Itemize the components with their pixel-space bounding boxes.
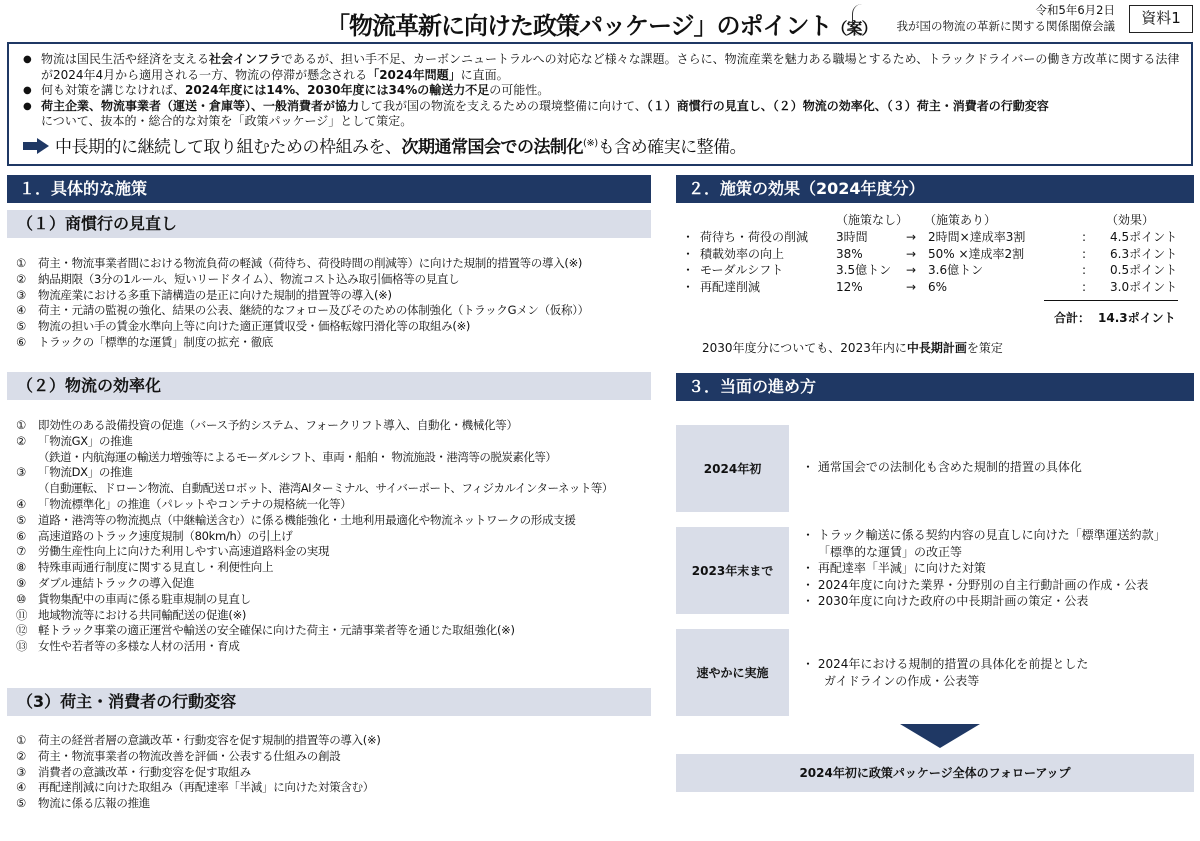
summary-box <box>7 42 1193 166</box>
stage-line: ガイドラインの作成・公表等 <box>812 673 980 688</box>
item-number: ⑤ <box>16 512 27 527</box>
total-divider <box>1044 300 1178 301</box>
row-bullet: ・ <box>682 246 695 261</box>
section2-header: ２．施策の効果（2024年度分） <box>676 175 1194 203</box>
item-number: ③ <box>16 764 27 779</box>
triangle-down-icon <box>900 724 980 748</box>
total-label: 合計： <box>1054 311 1091 325</box>
item-subtext: （自動運転、ドローン物流、自動配送ロボット、港湾AIターミナル、サイバーポート、フィジカルインターネット等） <box>38 481 613 496</box>
summary-bullet-1: ● 物流は国民生活や経済を支える社会インフラであるが、担い手不足、カーボンニュートラルへの対応など様々な課題。さらに、物流産業を魅力ある職場とするため、トラックドライバーの働き方改革に関する法律が2024年4月から適用される一方、物流の停滞が懸念される「2024年問題」に直面。 <box>23 52 1181 83</box>
item-text: 物流の担い手の賃金水準向上等に向けた適正運賃収受・価格転嫁円滑化等の取組み(※) <box>38 319 471 334</box>
item-text: 物流に係る広報の推進 <box>38 796 150 811</box>
item-number: ⑤ <box>16 796 27 811</box>
list-item <box>16 288 656 304</box>
list-item <box>16 303 656 319</box>
row-colon: : <box>1082 246 1087 261</box>
stage-line: 「標準的な運賃」の改正等 <box>812 544 963 559</box>
row-none: 3時間 <box>836 230 868 244</box>
row-label: 再配達削減 <box>700 279 761 294</box>
item-text: 女性や若者等の多様な人材の活用・育成 <box>38 639 240 654</box>
col-effect-header: （効果） <box>1106 213 1155 227</box>
list-item <box>16 608 656 624</box>
item-text: 軽トラック事業の適正運営や輸送の安全確保に向けた荷主・元請事業者等を通じた取組強化(※) <box>38 623 515 638</box>
item-text: 「物流GX」の推進 <box>38 433 133 448</box>
list-item <box>16 465 656 481</box>
sub2-list <box>16 418 656 655</box>
stage1-text <box>802 459 1192 476</box>
item-text: 「物流標準化」の推進（パレットやコンテナの規格統一化等） <box>38 496 352 511</box>
item-number: ⑨ <box>16 575 27 590</box>
list-item <box>16 592 656 608</box>
followup-box: 2024年初に政策パッケージ全体のフォローアップ <box>676 754 1194 792</box>
item-number: ② <box>16 433 27 448</box>
item-number: ⑥ <box>16 528 27 543</box>
brace-decoration <box>852 4 864 36</box>
item-number: ⑬ <box>16 639 28 654</box>
stage2-label: 2023年末まで <box>676 527 789 614</box>
arrow-right-icon <box>23 139 49 153</box>
summary-bullet-3: ● 荷主企業、物流事業者（運送・倉庫等）、一般消費者が協力して我が国の物流を支えるための環境整備に向けて、（１）商慣行の見直し、（２）物流の効率化、（３）荷主・消費者の行動変容 について、抜本的・総合的な対策を「政策パッケージ」として策定。 <box>23 99 1181 130</box>
item-number: ③ <box>16 287 27 302</box>
summary-highlight: 中長期的に継続して取り組むための枠組みを、次期通常国会での法制化(※)も含め確実に整備。 <box>23 136 1181 156</box>
row-none: 3.5億トン <box>836 263 892 277</box>
stage1-label: 2024年初 <box>676 425 789 512</box>
item-text: 地域物流等における共同輸配送の促進(※) <box>38 607 247 622</box>
date-text: 令和5年6月2日 <box>1035 3 1115 17</box>
row-none: 12% <box>836 279 863 294</box>
stage-line: ・ トラック輸送に係る契約内容の見直しに向けた「標準運送約款」 <box>802 528 1166 542</box>
row-arrow: → <box>906 263 917 277</box>
total-value: 14.3ポイント <box>1098 311 1176 325</box>
item-number: ④ <box>16 780 27 795</box>
list-item <box>16 796 656 812</box>
stage-line: ・ 2030年度に向けた政府の中長期計画の策定・公表 <box>802 594 1089 608</box>
stage3-label: 速やかに実施 <box>676 629 789 716</box>
row-with: 50% ×達成率2割 <box>928 246 1025 261</box>
list-item <box>16 434 656 450</box>
list-item <box>16 765 656 781</box>
sub2-header: （２）物流の効率化 <box>7 372 651 400</box>
row-effect: 6.3ポイント <box>1110 246 1178 261</box>
item-text: 物流産業における多重下請構造の是正に向けた規制的措置等の導入(※) <box>38 287 392 302</box>
section1-header: １．具体的な施策 <box>7 175 651 203</box>
item-text: 荷主・物流事業者の物流改善を評価・公表する仕組みの創設 <box>38 748 341 763</box>
stage-line: ・ 2024年度に向けた業界・分野別の自主行動計画の作成・公表 <box>802 577 1149 592</box>
row-with: 2時間×達成率3割 <box>928 230 1026 244</box>
list-item <box>16 335 656 351</box>
item-text: 再配達削減に向けた取組み（再配達率「半減」に向けた対策含む） <box>38 780 374 795</box>
list-item <box>16 529 656 545</box>
item-text: 納品期限（3分の1ルール、短いリードタイム）、物流コスト込み取引価格等の見直し <box>38 271 460 286</box>
row-with: 3.6億トン <box>928 263 984 277</box>
row-label: 積載効率の向上 <box>700 246 785 261</box>
item-number: ③ <box>16 465 27 480</box>
stage2-text <box>802 527 1194 610</box>
item-number: ⑥ <box>16 334 27 349</box>
sub3-header: （3）荷主・消費者の行動変容 <box>7 688 651 716</box>
item-text: 荷主の経営者層の意識改革・行動変容を促す規制的措置等の導入(※) <box>38 733 381 747</box>
list-item <box>16 319 656 335</box>
stage-line: ・ 2024年における規制的措置の具体化を前提とした <box>802 657 1089 671</box>
page-title: 「物流革新に向けた政策パッケージ」のポイント（案） <box>326 12 877 40</box>
row-colon: : <box>1082 279 1087 294</box>
item-number: ⑪ <box>16 607 28 622</box>
summary-bullet-2: ● 何も対策を講じなければ、2024年度には14%、2030年度には34%の輸送力不足の可能性。 <box>23 83 1181 99</box>
list-item <box>16 544 656 560</box>
item-text: 特殊車両通行制度に関する見直し・利便性向上 <box>38 560 274 575</box>
item-number: ④ <box>16 303 27 318</box>
row-none: 38% <box>836 246 863 261</box>
col-none-header: （施策なし） <box>836 213 909 227</box>
item-number: ④ <box>16 496 27 511</box>
list-item <box>16 639 656 655</box>
item-text: 高速道路のトラック速度規制（80km/h）の引上げ <box>38 528 293 543</box>
doc-label: 資料1 <box>1129 5 1193 33</box>
item-text: 労働生産性向上に向けた利用しやすい高速道路料金の実現 <box>38 544 330 559</box>
sub1-header: （１）商慣行の見直し <box>7 210 651 238</box>
meeting-info <box>870 2 1115 34</box>
list-item <box>16 749 656 765</box>
item-number: ⑫ <box>16 623 28 638</box>
item-number: ① <box>16 256 27 270</box>
list-item <box>16 513 656 529</box>
row-bullet: ・ <box>682 279 695 294</box>
item-subtext: （鉄道・内航海運の輸送力増強等によるモーダルシフト、車両・船舶・ 物流施設・港湾等の脱炭素化等） <box>38 449 557 464</box>
row-arrow: → <box>906 279 917 294</box>
list-item <box>16 272 656 288</box>
list-item <box>16 418 656 434</box>
row-colon: : <box>1082 230 1087 244</box>
effects-note: 2030年度分についても、2023年内に中長期計画を策定 <box>702 341 1003 355</box>
item-text: 即効性のある設備投資の促進（バース予約システム、フォークリフト導入、自動化・機械化等） <box>38 418 518 432</box>
list-item <box>16 497 656 513</box>
list-item <box>16 780 656 796</box>
item-text: 「物流DX」の推進 <box>38 465 133 480</box>
row-label: 荷待ち・荷役の削減 <box>700 230 809 244</box>
list-item <box>16 733 656 749</box>
row-bullet: ・ <box>682 263 695 277</box>
item-number: ② <box>16 748 27 763</box>
section3-header: ３．当面の進め方 <box>676 373 1194 401</box>
item-text: ダブル連結トラックの導入促進 <box>38 575 195 590</box>
meeting-name: 我が国の物流の革新に関する関係閣僚会議 <box>896 19 1115 33</box>
item-text: 貨物集配中の車両に係る駐車規制の見直し <box>38 591 251 606</box>
item-number: ① <box>16 733 27 747</box>
row-effect: 4.5ポイント <box>1110 230 1178 244</box>
list-item <box>16 256 656 272</box>
item-text: 荷主・元請の監視の強化、結果の公表、継続的なフォロー及びそのための体制強化（トラックGメン（仮称）） <box>38 303 589 318</box>
row-arrow: → <box>906 230 917 244</box>
stage-line: ・ 通常国会での法制化も含めた規制的措置の具体化 <box>802 460 1082 474</box>
item-text: 消費者の意識改革・行動変容を促す取組み <box>38 764 251 779</box>
stage3-text <box>802 656 1192 689</box>
item-number: ① <box>16 418 27 432</box>
row-bullet: ・ <box>682 230 695 244</box>
sub1-list <box>16 256 656 351</box>
item-text: 荷主・物流事業者間における物流負荷の軽減（荷待ち、荷役時間の削減等）に向けた規制的措置等の導入(※) <box>38 256 583 270</box>
title-suffix: （案） <box>831 19 877 38</box>
row-colon: : <box>1082 263 1087 277</box>
item-text: トラックの「標準的な運賃」制度の拡充・徹底 <box>38 334 273 349</box>
list-item <box>16 576 656 592</box>
stage-line: ・ 再配達率「半減」に向けた対策 <box>802 561 986 575</box>
row-effect: 0.5ポイント <box>1110 263 1178 277</box>
list-item <box>16 560 656 576</box>
list-item <box>16 623 656 639</box>
row-label: モーダルシフト <box>700 263 784 277</box>
row-arrow: → <box>906 246 917 261</box>
item-number: ⑧ <box>16 560 27 575</box>
sub3-list <box>16 733 656 812</box>
item-number: ⑩ <box>16 591 27 606</box>
item-text: 道路・港湾等の物流拠点（中継輸送含む）に係る機能強化・土地利用最適化や物流ネットワークの形成支援 <box>38 512 576 527</box>
item-number: ⑦ <box>16 544 27 559</box>
effects-table <box>680 212 1194 362</box>
col-with-header: （施策あり） <box>924 213 997 227</box>
row-effect: 3.0ポイント <box>1110 279 1178 294</box>
item-number: ⑤ <box>16 319 27 334</box>
row-with: 6% <box>928 279 948 294</box>
item-number: ② <box>16 271 27 286</box>
